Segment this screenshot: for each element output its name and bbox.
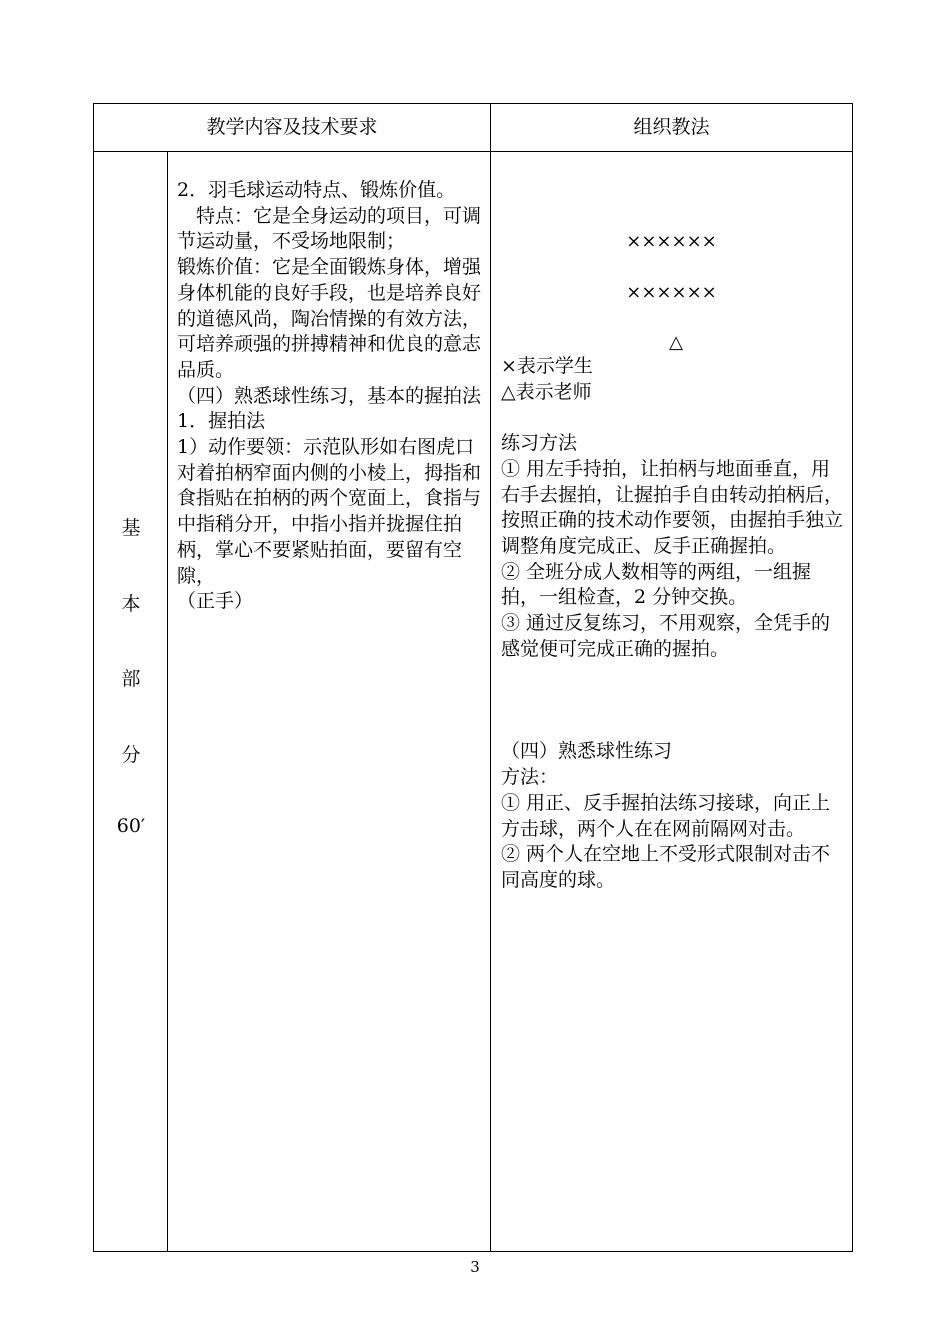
legend-student: ×表示学生 bbox=[501, 355, 593, 377]
content-paragraph: 特点：它是全身运动的项目，可调节运动量，不受场地限制； bbox=[177, 204, 482, 253]
section-char: 本 bbox=[121, 593, 141, 615]
section2-title: （四）熟悉球性练习 bbox=[501, 740, 673, 763]
section-char: 部 bbox=[121, 668, 141, 690]
content-cell bbox=[168, 152, 491, 1252]
content-paragraph: （四）熟悉球性练习，基本的握拍法 bbox=[177, 384, 482, 407]
section-label-cell bbox=[94, 152, 168, 1252]
table-header-row bbox=[94, 104, 853, 152]
section-char: 基 bbox=[121, 517, 141, 539]
practice-title: 练习方法 bbox=[501, 432, 578, 455]
section2-item: ① 用正、反手握拍法练习接球，向正上方击球，两个人在在网前隔网对击。 bbox=[501, 791, 831, 840]
header-method-label: 组织教法 bbox=[633, 116, 710, 138]
header-method-cell bbox=[491, 104, 853, 152]
teacher-marker: △ bbox=[669, 332, 683, 353]
content-paragraph: 1）动作要领：示范队形如右图虎口对着拍柄窄面内侧的小棱上，拇指和食指贴在拍柄的两个宽面上，食指与中指稍分开，中指小指并拢握住拍柄，掌心不要紧贴拍面，要留有空隙， bbox=[177, 436, 482, 587]
student-formation-row: ×××××× bbox=[626, 231, 717, 252]
content-paragraph: 1．握拍法 bbox=[177, 410, 266, 433]
header-content-cell bbox=[94, 104, 491, 152]
lesson-plan-table bbox=[93, 103, 853, 1252]
section2-item: ② 两个人在空地上不受形式限制对击不同高度的球。 bbox=[501, 843, 831, 891]
legend-teacher: △表示老师 bbox=[501, 380, 592, 403]
section-time: 60′ bbox=[116, 815, 146, 837]
header-content-label: 教学内容及技术要求 bbox=[206, 116, 378, 138]
table-body-row bbox=[94, 152, 853, 1252]
practice-item: ③ 通过反复练习，不用观察，全凭手的感觉便可完成正确的握拍。 bbox=[501, 612, 831, 660]
content-paragraph: 锻炼价值：它是全面锻炼身体，增强身体机能的良好手段，也是培养良好的道德风尚，陶冶情操的有效方法，可培养顽强的拼搏精神和优良的意志品质。 bbox=[177, 256, 482, 381]
content-paragraph: （正手） bbox=[177, 590, 254, 613]
section2-label: 方法： bbox=[501, 766, 559, 789]
student-formation-row: ×××××× bbox=[626, 282, 717, 303]
practice-item: ② 全班分成人数相等的两组，一组握拍，一组检查，2 分钟交换。 bbox=[501, 560, 812, 609]
page-number: 3 bbox=[470, 1258, 480, 1276]
practice-item: ① 用左手持拍，让拍柄与地面垂直，用右手去握拍，让握拍手自由转动拍柄后，按照正确的技术动作要领，由握拍手独立调整角度完成正、反手正确握拍。 bbox=[501, 457, 844, 557]
method-cell bbox=[491, 152, 853, 1252]
content-paragraph: 2．羽毛球运动特点、锻炼价值。 bbox=[177, 179, 456, 201]
section-char: 分 bbox=[121, 744, 141, 766]
